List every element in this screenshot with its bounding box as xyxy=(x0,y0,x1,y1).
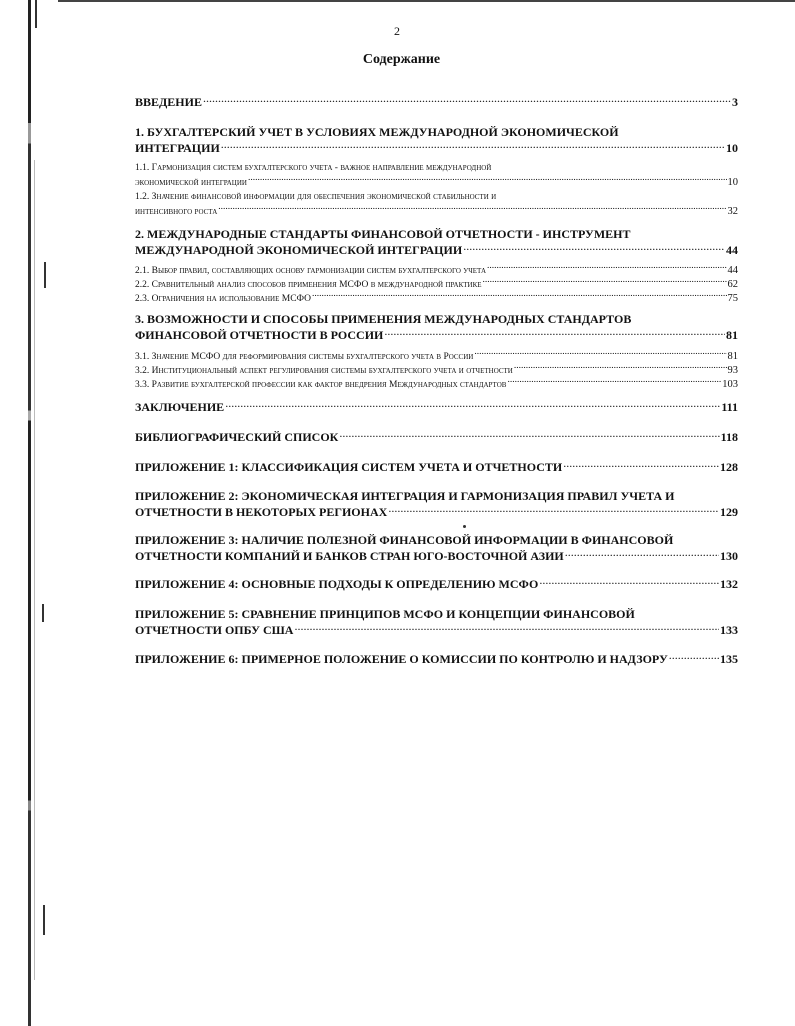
toc-entry-text: 3.1. Значение МСФО для реформирования системы бухгалтерского учета в России xyxy=(135,351,474,362)
toc-entry-appendix-1[interactable] xyxy=(135,459,738,475)
leader-dots xyxy=(669,651,719,663)
toc-entry-text: МЕЖДУНАРОДНОЙ ЭКОНОМИЧЕСКОЙ ИНТЕГРАЦИИ xyxy=(135,243,463,257)
toc-entry-text: 1.2. Значение финансовой информации для обеспечения экономической стабильности и xyxy=(135,192,497,202)
scan-mark xyxy=(43,905,45,935)
scan-mark xyxy=(44,262,46,288)
page-title: Содержание xyxy=(362,52,441,67)
toc-page-number: 3 xyxy=(732,95,738,109)
toc-entry-text: ВВЕДЕНИЕ xyxy=(135,95,202,109)
toc-entry-chapter-3[interactable] xyxy=(135,311,738,343)
toc-entry-chapter-2[interactable] xyxy=(135,226,738,258)
toc-entry-text: 2.1. Выбор правил, составляющих основу гармонизации систем бухгалтерского учета xyxy=(135,265,487,276)
leader-dots xyxy=(218,204,726,214)
toc-entry-text: ЗАКЛЮЧЕНИЕ xyxy=(135,400,225,414)
leader-dots xyxy=(507,377,721,387)
toc-page-number: 111 xyxy=(721,400,738,414)
leader-dots xyxy=(483,277,727,287)
scan-corner-mark xyxy=(35,0,49,28)
toc-entry-section-3-1[interactable] xyxy=(135,349,738,364)
toc-entry-text: ПРИЛОЖЕНИЕ 4: ОСНОВНЫЕ ПОДХОДЫ К ОПРЕДЕЛЕНИЮ МСФО xyxy=(135,577,539,591)
toc-page-number: 81 xyxy=(727,350,738,362)
toc-page-number: 130 xyxy=(720,549,738,563)
toc-page-number: 10 xyxy=(727,176,738,188)
toc-entry-text: 3.2. Институциональный аспект регулирования системы бухгалтерского учета и отчетности xyxy=(135,365,513,376)
toc-entry-section-2-1[interactable] xyxy=(135,263,738,278)
scan-left-edge xyxy=(28,0,31,1026)
toc-entry-text: ПРИЛОЖЕНИЕ 3: НАЛИЧИЕ ПОЛЕЗНОЙ ФИНАНСОВОЙ ИНФОРМАЦИИ В ФИНАНСОВОЙ xyxy=(135,533,674,547)
scan-speck xyxy=(463,525,466,528)
toc-entry-appendix-3[interactable] xyxy=(135,532,738,564)
leader-dots xyxy=(474,349,726,359)
toc-entry-section-1-1[interactable] xyxy=(135,161,738,190)
toc-entry-text: ОТЧЕТНОСТИ КОМПАНИЙ И БАНКОВ СТРАН ЮГО-ВОСТОЧНОЙ АЗИИ xyxy=(135,549,564,563)
toc-entry-text: 1. БУХГАЛТЕРСКИЙ УЧЕТ В УСЛОВИЯХ МЕЖДУНАРОДНОЙ ЭКОНОМИЧЕСКОЙ xyxy=(135,125,619,139)
leader-dots xyxy=(463,242,725,254)
leader-dots xyxy=(514,363,727,373)
scan-left-shadow xyxy=(34,160,35,980)
toc-entry-text: ПРИЛОЖЕНИЕ 6: ПРИМЕРНОЕ ПОЛОЖЕНИЕ О КОМИССИИ ПО КОНТРОЛЮ И НАДЗОРУ xyxy=(135,652,668,666)
toc-entry-text: 1.1. Гармонизация систем бухгалтерского учета - важное направление международной xyxy=(135,163,492,173)
toc-page-number: 133 xyxy=(720,623,738,637)
toc-entry-appendix-5[interactable] xyxy=(135,606,738,638)
leader-dots xyxy=(339,429,719,441)
toc-entry-text: ФИНАНСОВОЙ ОТЧЕТНОСТИ В РОССИИ xyxy=(135,328,384,342)
toc-entry-text: 3. ВОЗМОЖНОСТИ И СПОСОБЫ ПРИМЕНЕНИЯ МЕЖДУНАРОДНЫХ СТАНДАРТОВ xyxy=(135,312,632,326)
leader-dots xyxy=(203,94,731,106)
toc-page-number: 32 xyxy=(727,205,738,217)
toc-page-number: 132 xyxy=(720,577,738,591)
leader-dots xyxy=(487,263,726,273)
toc-entry-chapter-1[interactable] xyxy=(135,124,738,156)
toc-entry-text: 3.3. Развитие бухгалтерской профессии как фактор внедрения Международных стандартов xyxy=(135,379,507,390)
toc-entry-section-1-2[interactable] xyxy=(135,190,738,219)
leader-dots xyxy=(565,548,719,560)
toc-page-number: 44 xyxy=(726,243,738,257)
toc-entry-section-2-3[interactable] xyxy=(135,291,738,306)
leader-dots xyxy=(388,504,719,516)
toc-entry-text: ПРИЛОЖЕНИЕ 1: КЛАССИФИКАЦИЯ СИСТЕМ УЧЕТА И ОТЧЕТНОСТИ xyxy=(135,460,563,474)
leader-dots xyxy=(312,291,726,301)
toc-page-number: 75 xyxy=(727,292,738,304)
toc-page-number: 118 xyxy=(720,430,738,444)
toc-entry-bibliography[interactable] xyxy=(135,429,738,445)
toc-entry-text: 2. МЕЖДУНАРОДНЫЕ СТАНДАРТЫ ФИНАНСОВОЙ ОТЧЕТНОСТИ - ИНСТРУМЕНТ xyxy=(135,227,631,241)
toc-entry-text: ОТЧЕТНОСТИ ОПБУ США xyxy=(135,623,294,637)
toc-entry-appendix-6[interactable] xyxy=(135,651,738,667)
toc-page-number: 128 xyxy=(720,460,738,474)
toc-entry-conclusion[interactable] xyxy=(135,399,738,415)
toc-entry-appendix-4[interactable] xyxy=(135,576,738,592)
toc-page-number: 10 xyxy=(726,141,738,155)
scan-top-edge xyxy=(58,0,795,2)
toc-entry-text: 2.3. Ограничения на использование МСФО xyxy=(135,293,312,304)
toc-entry-section-2-2[interactable] xyxy=(135,277,738,292)
leader-dots xyxy=(225,399,720,411)
leader-dots xyxy=(563,459,719,471)
toc-entry-text: ОТЧЕТНОСТИ В НЕКОТОРЫХ РЕГИОНАХ xyxy=(135,505,388,519)
toc-page-number: 93 xyxy=(727,364,738,376)
toc-entry-text: интенсивного роста xyxy=(135,206,218,217)
toc-page-number: 62 xyxy=(727,278,738,290)
toc-entry-text: ПРИЛОЖЕНИЕ 5: СРАВНЕНИЕ ПРИНЦИПОВ МСФО И КОНЦЕПЦИИ ФИНАНСОВОЙ xyxy=(135,607,635,621)
toc-entry-text: экономической интеграции xyxy=(135,177,247,188)
page-number: 2 xyxy=(394,24,400,38)
toc-entry-appendix-2[interactable] xyxy=(135,488,738,520)
leader-dots xyxy=(539,576,719,588)
leader-dots xyxy=(294,622,719,634)
toc-page-number: 129 xyxy=(720,505,738,519)
toc-entry-text: 2.2. Сравнительный анализ способов применения МСФО в международной практике xyxy=(135,279,482,290)
leader-dots xyxy=(248,175,727,185)
toc-entry-text: БИБЛИОГРАФИЧЕСКИЙ СПИСОК xyxy=(135,430,339,444)
toc-page-number: 81 xyxy=(726,328,738,342)
scan-mark xyxy=(42,604,44,622)
toc-entry-introduction[interactable] xyxy=(135,94,738,110)
toc-page-number: 135 xyxy=(720,652,738,666)
leader-dots xyxy=(221,140,725,152)
toc-entry-section-3-2[interactable] xyxy=(135,363,738,378)
toc-page-number: 44 xyxy=(727,264,738,276)
toc-entry-text: ИНТЕГРАЦИИ xyxy=(135,141,220,155)
leader-dots xyxy=(384,327,725,339)
toc-entry-text: ПРИЛОЖЕНИЕ 2: ЭКОНОМИЧЕСКАЯ ИНТЕГРАЦИЯ И ГАРМОНИЗАЦИЯ ПРАВИЛ УЧЕТА И xyxy=(135,489,675,503)
toc-entry-section-3-3[interactable] xyxy=(135,377,738,392)
toc-page-number: 103 xyxy=(722,378,738,390)
